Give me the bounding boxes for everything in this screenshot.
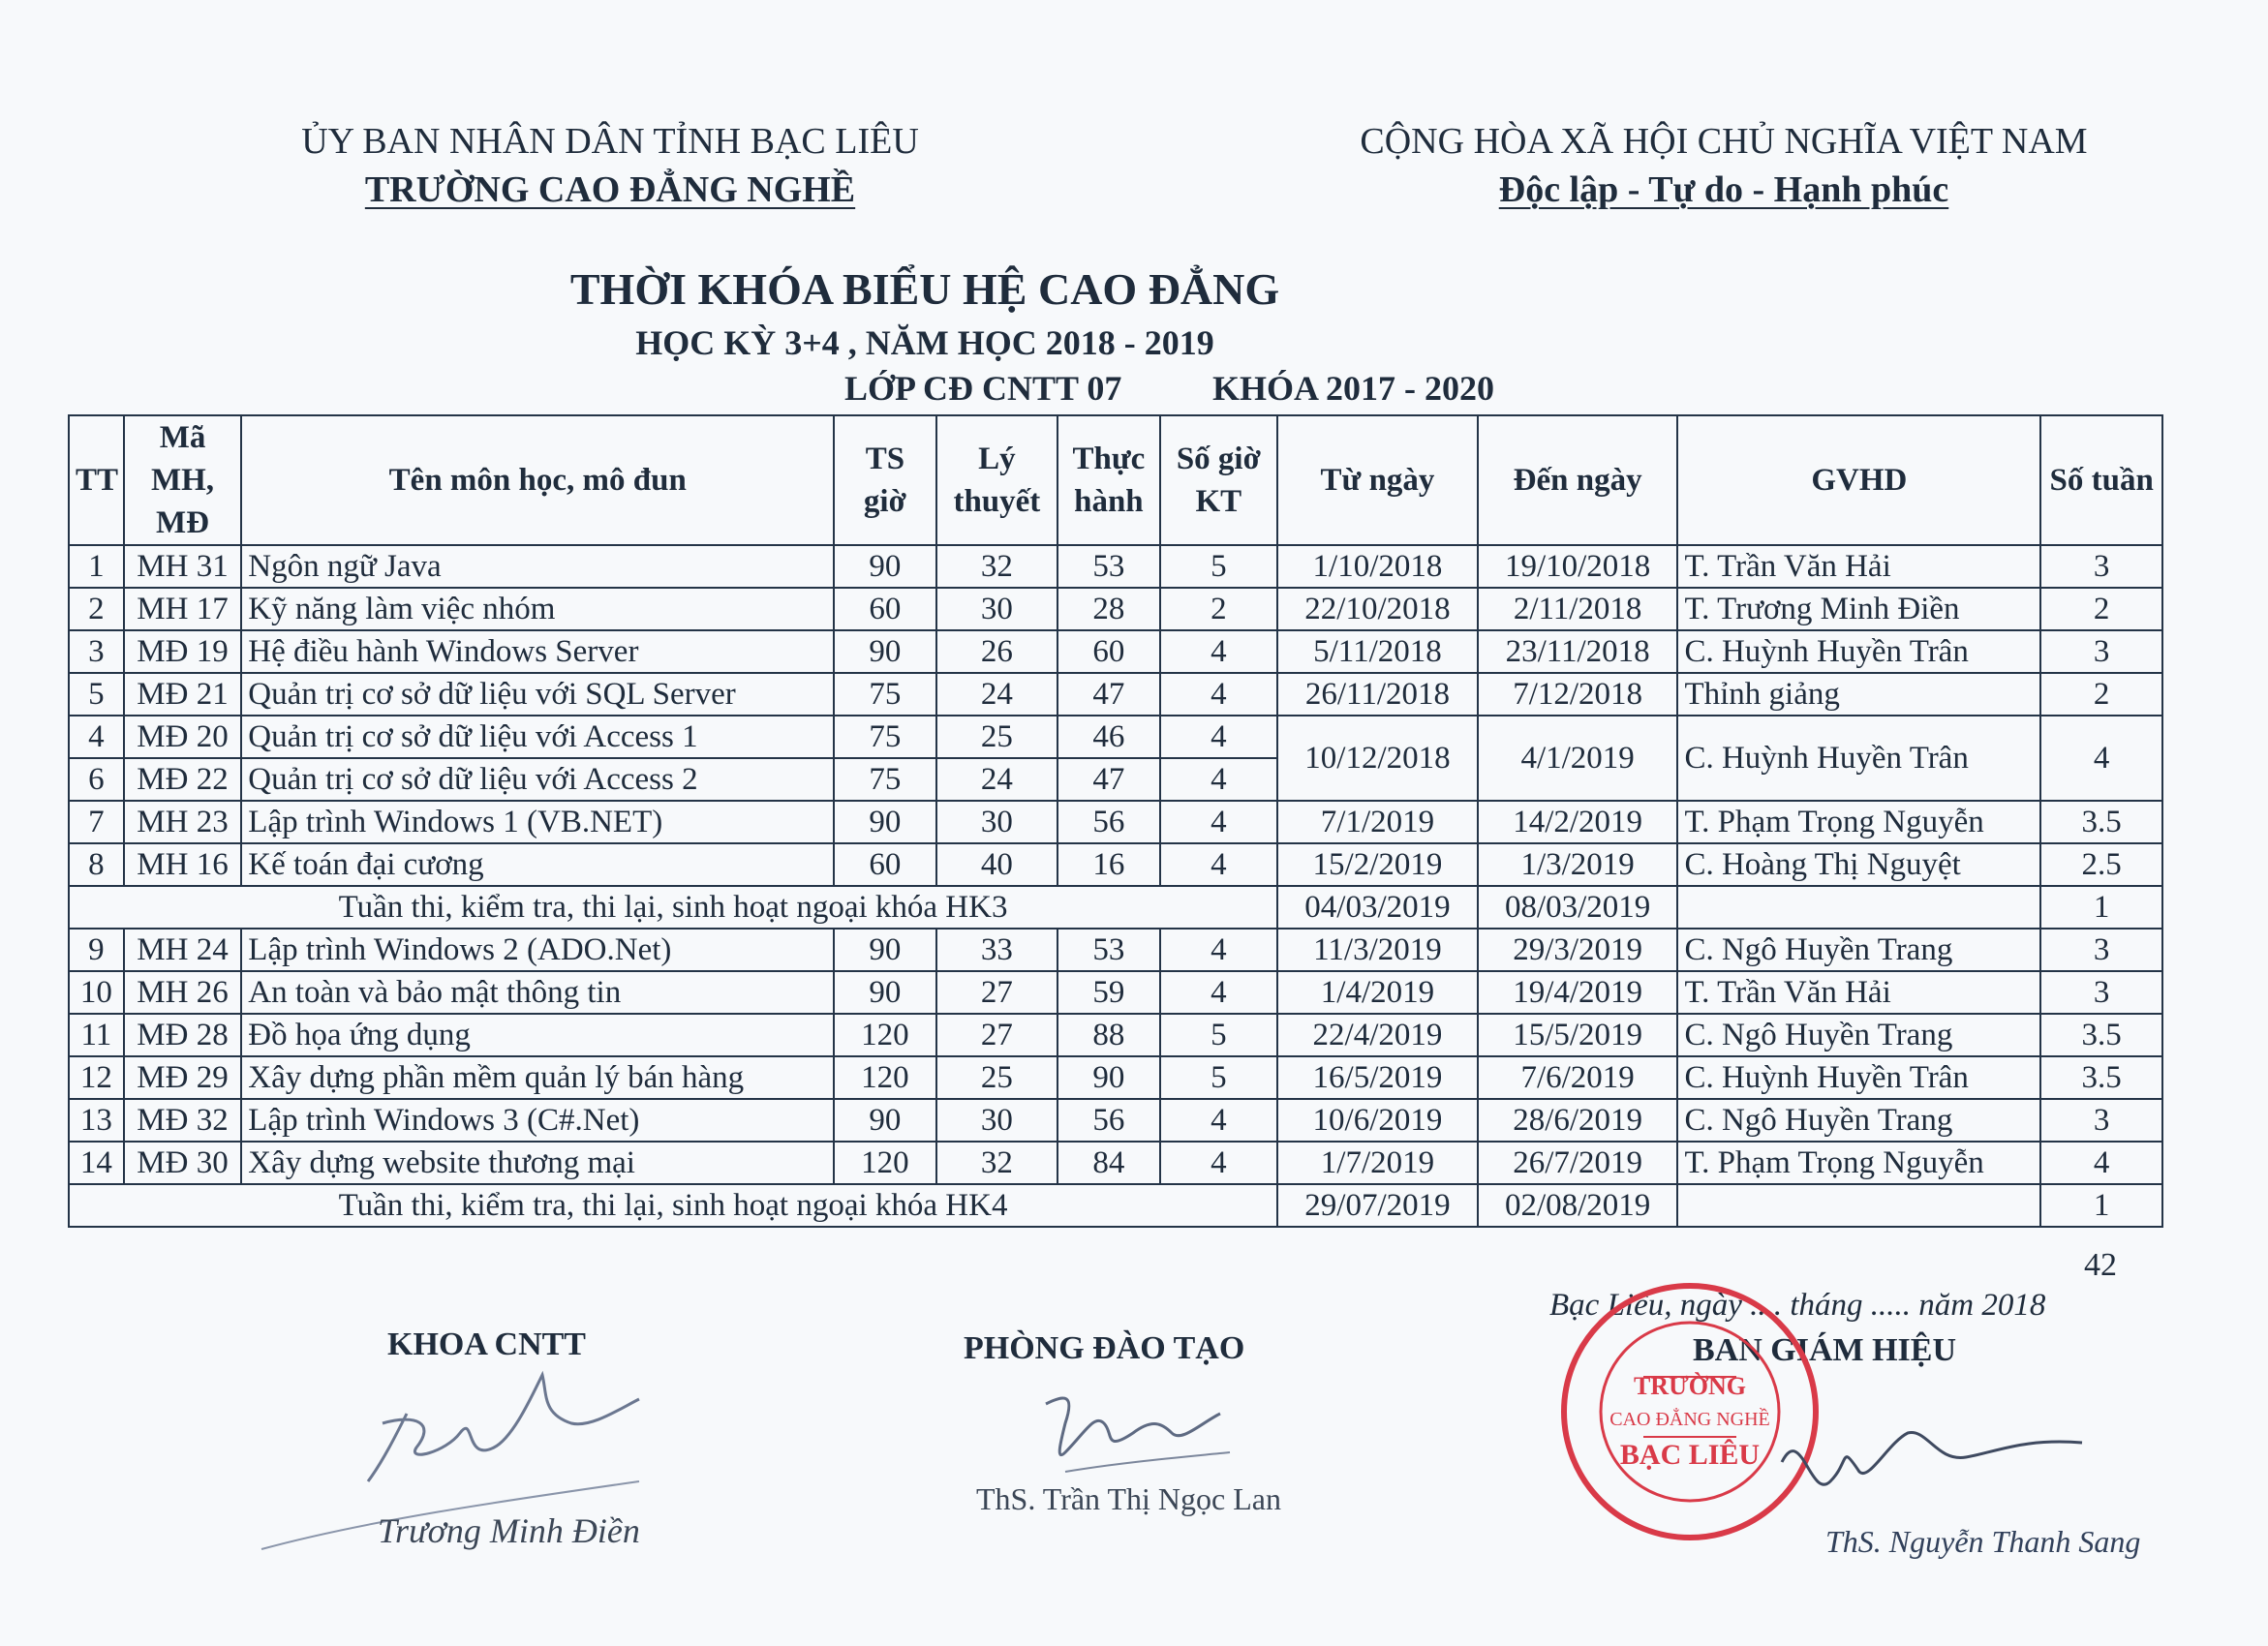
cell-instructor: Thỉnh giảng — [1677, 673, 2040, 716]
cell-tt: 7 — [69, 801, 124, 843]
cell-weeks: 3 — [2040, 545, 2162, 588]
cell-to-date: 02/08/2019 — [1478, 1184, 1678, 1227]
exam-week-label: Tuần thi, kiểm tra, thi lại, sinh hoạt ngoại khóa HK3 — [69, 886, 1277, 929]
cell-from-date: 7/1/2019 — [1277, 801, 1478, 843]
cell-exam-hours: 5 — [1160, 1056, 1278, 1099]
cell-total-hours: 90 — [834, 545, 935, 588]
column-header: Số tuần — [2040, 415, 2162, 545]
cell-practice: 46 — [1057, 716, 1159, 758]
cell-exam-hours: 4 — [1160, 758, 1278, 801]
schedule-table — [68, 414, 2163, 1228]
column-header: GVHD — [1677, 415, 2040, 545]
cell-exam-hours: 4 — [1160, 929, 1278, 971]
cell-from-date: 5/11/2018 — [1277, 630, 1478, 673]
agency-name: ỦY BAN NHÂN DÂN TỈNH BẠC LIÊU — [301, 121, 919, 162]
cell-total-hours: 90 — [834, 929, 935, 971]
cell-practice: 47 — [1057, 673, 1159, 716]
cell-theory: 27 — [936, 1014, 1058, 1056]
cell-to-date: 7/6/2019 — [1478, 1056, 1678, 1099]
cell-total-hours: 120 — [834, 1056, 935, 1099]
cell-code: MH 24 — [124, 929, 242, 971]
cell-theory: 26 — [936, 630, 1058, 673]
training-title: PHÒNG ĐÀO TẠO — [964, 1330, 1245, 1366]
cell-to-date: 29/3/2019 — [1478, 929, 1678, 971]
column-header: Thực hành — [1057, 415, 1159, 545]
cell-instructor — [1677, 1184, 2040, 1227]
cell-from-date: 1/10/2018 — [1277, 545, 1478, 588]
cell-instructor: C. Hoàng Thị Nguyệt — [1677, 843, 2040, 886]
signing-date: Bạc Liêu, ngày .... tháng ..... năm 2018 — [1549, 1288, 2046, 1323]
cell-exam-hours: 4 — [1160, 673, 1278, 716]
training-signature — [1007, 1375, 1259, 1481]
cell-instructor: C. Ngô Huyền Trang — [1677, 1014, 2040, 1056]
cell-code: MĐ 30 — [124, 1142, 242, 1184]
cell-practice: 56 — [1057, 1099, 1159, 1142]
motto: Độc lập - Tự do - Hạnh phúc — [1498, 169, 1949, 210]
class-title: LỚP CĐ CNTT 07 — [844, 369, 1122, 408]
cell-tt: 9 — [69, 929, 124, 971]
cell-to-date: 2/11/2018 — [1478, 588, 1678, 630]
table-row — [69, 971, 2162, 1014]
column-header: Mã MH, MĐ — [124, 415, 242, 545]
cell-from-date: 22/10/2018 — [1277, 588, 1478, 630]
cell-theory: 25 — [936, 716, 1058, 758]
cell-practice: 16 — [1057, 843, 1159, 886]
dept-signer: Trương Minh Điền — [378, 1511, 640, 1550]
cell-total-hours: 90 — [834, 971, 935, 1014]
cell-to-date: 19/10/2018 — [1478, 545, 1678, 588]
cell-to-date: 26/7/2019 — [1478, 1142, 1678, 1184]
board-signature — [1762, 1404, 2111, 1520]
cell-code: MH 17 — [124, 588, 242, 630]
cell-theory: 30 — [936, 801, 1058, 843]
cell-instructor: T. Phạm Trọng Nguyễn — [1677, 1142, 2040, 1184]
course-title: KHÓA 2017 - 2020 — [1212, 369, 1495, 408]
cell-code: MH 16 — [124, 843, 242, 886]
cell-total-hours: 60 — [834, 843, 935, 886]
cell-code: MĐ 28 — [124, 1014, 242, 1056]
cell-weeks: 3 — [2040, 630, 2162, 673]
table-row — [69, 1014, 2162, 1056]
cell-to-date: 28/6/2019 — [1478, 1099, 1678, 1142]
svg-text:CAO ĐẲNG NGHỀ: CAO ĐẲNG NGHỀ — [1609, 1409, 1770, 1430]
cell-subject: Hệ điều hành Windows Server — [241, 630, 834, 673]
cell-code: MH 31 — [124, 545, 242, 588]
cell-exam-hours: 5 — [1160, 545, 1278, 588]
cell-subject: An toàn và bảo mật thông tin — [241, 971, 834, 1014]
cell-to-date: 7/12/2018 — [1478, 673, 1678, 716]
table-header-row — [69, 415, 2162, 545]
cell-theory: 24 — [936, 758, 1058, 801]
cell-theory: 30 — [936, 588, 1058, 630]
cell-to-date: 19/4/2019 — [1478, 971, 1678, 1014]
cell-weeks: 1 — [2040, 1184, 2162, 1227]
cell-practice: 59 — [1057, 971, 1159, 1014]
cell-exam-hours: 4 — [1160, 971, 1278, 1014]
cell-total-hours: 75 — [834, 758, 935, 801]
cell-practice: 84 — [1057, 1142, 1159, 1184]
cell-total-hours: 120 — [834, 1014, 935, 1056]
cell-subject: Lập trình Windows 1 (VB.NET) — [241, 801, 834, 843]
table-row — [69, 545, 2162, 588]
cell-theory: 40 — [936, 843, 1058, 886]
cell-subject: Xây dựng website thương mại — [241, 1142, 834, 1184]
table-row — [69, 929, 2162, 971]
cell-practice: 90 — [1057, 1056, 1159, 1099]
school-name: TRƯỜNG CAO ĐẲNG NGHỀ — [364, 169, 856, 210]
cell-from-date: 10/12/2018 — [1277, 716, 1478, 801]
cell-practice: 53 — [1057, 929, 1159, 971]
svg-text:BẠC LIÊU: BẠC LIÊU — [1619, 1439, 1761, 1471]
cell-theory: 27 — [936, 971, 1058, 1014]
cell-exam-hours: 5 — [1160, 1014, 1278, 1056]
table-row — [69, 1056, 2162, 1099]
cell-code: MĐ 21 — [124, 673, 242, 716]
cell-subject: Lập trình Windows 3 (C#.Net) — [241, 1099, 834, 1142]
cell-exam-hours: 4 — [1160, 843, 1278, 886]
cell-tt: 11 — [69, 1014, 124, 1056]
cell-code: MH 26 — [124, 971, 242, 1014]
table-row — [69, 843, 2162, 886]
cell-from-date: 10/6/2019 — [1277, 1099, 1478, 1142]
column-header: TT — [69, 415, 124, 545]
cell-from-date: 16/5/2019 — [1277, 1056, 1478, 1099]
cell-code: MĐ 32 — [124, 1099, 242, 1142]
cell-exam-hours: 4 — [1160, 630, 1278, 673]
cell-tt: 6 — [69, 758, 124, 801]
cell-tt: 12 — [69, 1056, 124, 1099]
cell-tt: 3 — [69, 630, 124, 673]
cell-to-date: 1/3/2019 — [1478, 843, 1678, 886]
cell-theory: 32 — [936, 1142, 1058, 1184]
cell-practice: 53 — [1057, 545, 1159, 588]
table-row — [69, 801, 2162, 843]
cell-tt: 4 — [69, 716, 124, 758]
column-header: Từ ngày — [1277, 415, 1478, 545]
cell-from-date: 26/11/2018 — [1277, 673, 1478, 716]
cell-tt: 2 — [69, 588, 124, 630]
cell-from-date: 29/07/2019 — [1277, 1184, 1478, 1227]
cell-subject: Kế toán đại cương — [241, 843, 834, 886]
board-title: BAN GIÁM HIỆU — [1693, 1332, 1957, 1368]
table-row — [69, 716, 2162, 758]
cell-weeks: 3 — [2040, 971, 2162, 1014]
cell-from-date: 1/4/2019 — [1277, 971, 1478, 1014]
cell-instructor: T. Trần Văn Hải — [1677, 971, 2040, 1014]
cell-subject: Đồ họa ứng dụng — [241, 1014, 834, 1056]
cell-instructor: T. Trương Minh Điền — [1677, 588, 2040, 630]
cell-total-hours: 90 — [834, 1099, 935, 1142]
document-title: THỜI KHÓA BIỂU HỆ CAO ĐẲNG — [569, 264, 1280, 314]
cell-exam-hours: 4 — [1160, 716, 1278, 758]
cell-weeks: 4 — [2040, 716, 2162, 801]
dept-title: KHOA CNTT — [387, 1326, 586, 1362]
column-header: TS giờ — [834, 415, 935, 545]
cell-code: MH 23 — [124, 801, 242, 843]
cell-exam-hours: 2 — [1160, 588, 1278, 630]
cell-practice: 28 — [1057, 588, 1159, 630]
column-header: Số giờ KT — [1160, 415, 1278, 545]
cell-instructor: C. Ngô Huyền Trang — [1677, 1099, 2040, 1142]
cell-total-hours: 90 — [834, 630, 935, 673]
cell-total-hours: 90 — [834, 801, 935, 843]
cell-from-date: 22/4/2019 — [1277, 1014, 1478, 1056]
exam-week-label: Tuần thi, kiểm tra, thi lại, sinh hoạt ngoại khóa HK4 — [69, 1184, 1277, 1227]
cell-from-date: 15/2/2019 — [1277, 843, 1478, 886]
table-row — [69, 1099, 2162, 1142]
cell-tt: 13 — [69, 1099, 124, 1142]
total-weeks: 42 — [2084, 1247, 2117, 1283]
cell-instructor: C. Huỳnh Huyền Trân — [1677, 716, 2040, 801]
table-row — [69, 1142, 2162, 1184]
cell-weeks: 2 — [2040, 673, 2162, 716]
cell-subject: Kỹ năng làm việc nhóm — [241, 588, 834, 630]
cell-weeks: 4 — [2040, 1142, 2162, 1184]
cell-instructor: C. Huỳnh Huyền Trân — [1677, 630, 2040, 673]
country-name: CỘNG HÒA XÃ HỘI CHỦ NGHĨA VIỆT NAM — [1360, 121, 2088, 162]
column-header: Đến ngày — [1478, 415, 1678, 545]
cell-code: MĐ 29 — [124, 1056, 242, 1099]
cell-from-date: 04/03/2019 — [1277, 886, 1478, 929]
cell-subject: Quản trị cơ sở dữ liệu với Access 2 — [241, 758, 834, 801]
cell-code: MĐ 20 — [124, 716, 242, 758]
cell-total-hours: 120 — [834, 1142, 935, 1184]
cell-practice: 88 — [1057, 1014, 1159, 1056]
cell-theory: 30 — [936, 1099, 1058, 1142]
exam-week-row — [69, 886, 2162, 929]
cell-weeks: 3 — [2040, 929, 2162, 971]
cell-theory: 24 — [936, 673, 1058, 716]
table-row — [69, 630, 2162, 673]
table-row — [69, 673, 2162, 716]
cell-to-date: 23/11/2018 — [1478, 630, 1678, 673]
column-header: Lý thuyết — [936, 415, 1058, 545]
board-signer: ThS. Nguyễn Thanh Sang — [1825, 1524, 2141, 1559]
cell-to-date: 14/2/2019 — [1478, 801, 1678, 843]
semester-title: HỌC KỲ 3+4 , NĂM HỌC 2018 - 2019 — [635, 323, 1214, 362]
cell-tt: 10 — [69, 971, 124, 1014]
cell-total-hours: 75 — [834, 673, 935, 716]
cell-theory: 25 — [936, 1056, 1058, 1099]
cell-weeks: 1 — [2040, 886, 2162, 929]
cell-subject: Quản trị cơ sở dữ liệu với SQL Server — [241, 673, 834, 716]
cell-practice: 56 — [1057, 801, 1159, 843]
cell-tt: 14 — [69, 1142, 124, 1184]
cell-subject: Lập trình Windows 2 (ADO.Net) — [241, 929, 834, 971]
cell-to-date: 4/1/2019 — [1478, 716, 1678, 801]
cell-instructor: T. Phạm Trọng Nguyễn — [1677, 801, 2040, 843]
cell-theory: 33 — [936, 929, 1058, 971]
cell-total-hours: 60 — [834, 588, 935, 630]
cell-tt: 5 — [69, 673, 124, 716]
cell-exam-hours: 4 — [1160, 1099, 1278, 1142]
cell-subject: Ngôn ngữ Java — [241, 545, 834, 588]
cell-code: MĐ 19 — [124, 630, 242, 673]
cell-subject: Xây dựng phần mềm quản lý bán hàng — [241, 1056, 834, 1099]
cell-weeks: 3 — [2040, 1099, 2162, 1142]
cell-subject: Quản trị cơ sở dữ liệu với Access 1 — [241, 716, 834, 758]
cell-weeks: 2.5 — [2040, 843, 2162, 886]
cell-practice: 60 — [1057, 630, 1159, 673]
cell-weeks: 2 — [2040, 588, 2162, 630]
cell-weeks: 3.5 — [2040, 801, 2162, 843]
cell-from-date: 1/7/2019 — [1277, 1142, 1478, 1184]
cell-weeks: 3.5 — [2040, 1014, 2162, 1056]
cell-exam-hours: 4 — [1160, 1142, 1278, 1184]
cell-instructor — [1677, 886, 2040, 929]
cell-from-date: 11/3/2019 — [1277, 929, 1478, 971]
column-header: Tên môn học, mô đun — [241, 415, 834, 545]
cell-instructor: T. Trần Văn Hải — [1677, 545, 2040, 588]
cell-instructor: C. Ngô Huyền Trang — [1677, 929, 2040, 971]
svg-text:TRƯỜNG: TRƯỜNG — [1633, 1372, 1747, 1400]
cell-exam-hours: 4 — [1160, 801, 1278, 843]
cell-code: MĐ 22 — [124, 758, 242, 801]
cell-to-date: 08/03/2019 — [1478, 886, 1678, 929]
cell-theory: 32 — [936, 545, 1058, 588]
cell-total-hours: 75 — [834, 716, 935, 758]
cell-tt: 8 — [69, 843, 124, 886]
exam-week-row — [69, 1184, 2162, 1227]
cell-instructor: C. Huỳnh Huyền Trân — [1677, 1056, 2040, 1099]
cell-to-date: 15/5/2019 — [1478, 1014, 1678, 1056]
training-signer: ThS. Trần Thị Ngọc Lan — [976, 1481, 1281, 1516]
cell-practice: 47 — [1057, 758, 1159, 801]
cell-tt: 1 — [69, 545, 124, 588]
cell-weeks: 3.5 — [2040, 1056, 2162, 1099]
table-row — [69, 588, 2162, 630]
